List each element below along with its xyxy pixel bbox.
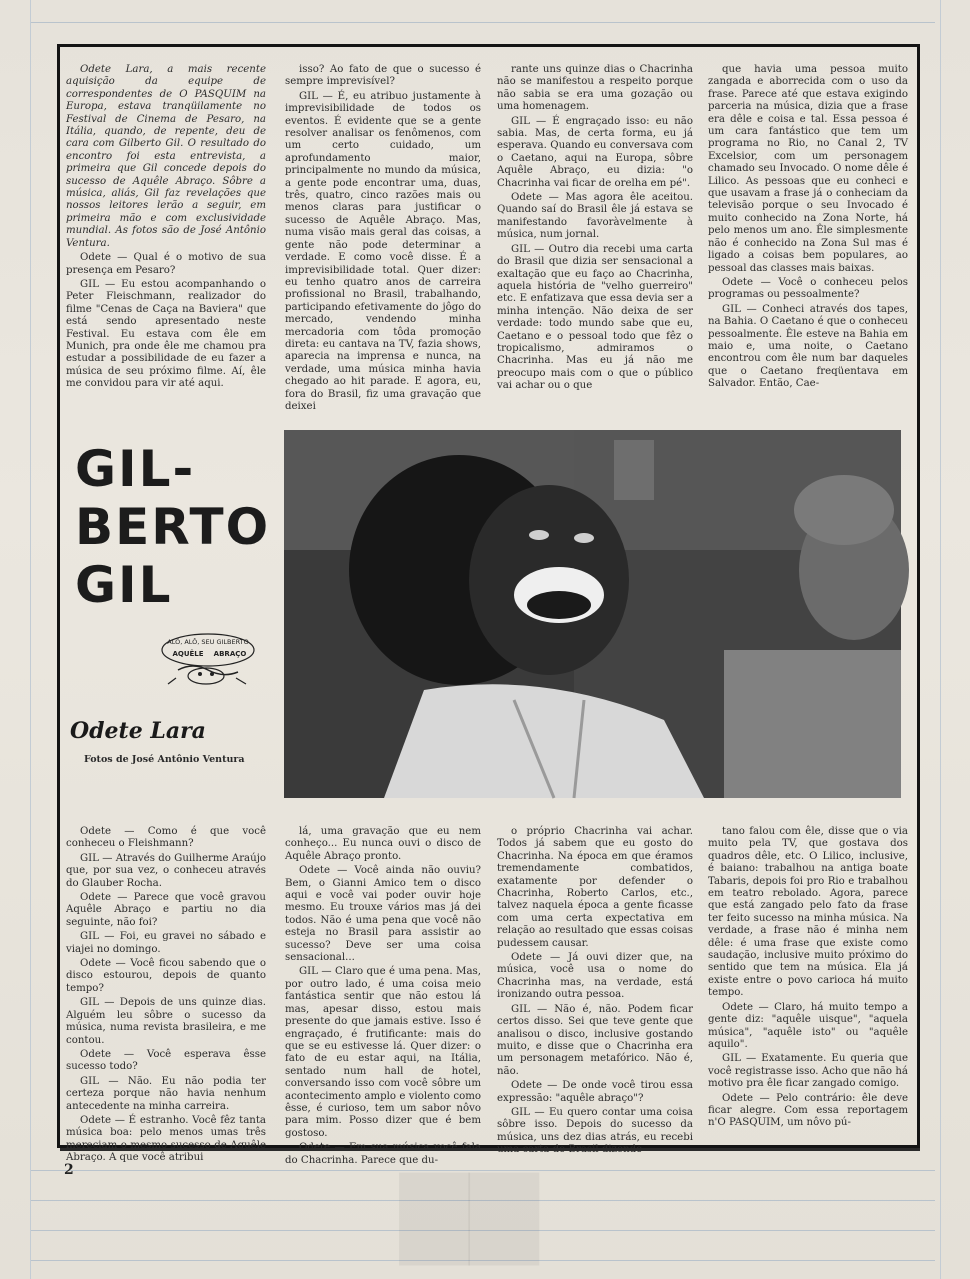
bottom-column-3 [497,826,693,1156]
article-paragraph: que havia uma pessoa muito zangada e aborrecida com o uso da frase. Parece até que estava exigindo parceria na música, dizia que a frase era dêle e coisa e tal. Essa pessoa é um cara fantástico que tem um programa no Rio, no Canal 2, TV Excelsior, com um personagem chamado seu Invocado. O nome dêle é Lilico. As pessoas que eu conheci e que usavam a frase já o conheciam da televisão porque o seu Invocado é muito conhecido na Zona Norte, há pelo menos um ano. Êle simplesmente não é conhecido na Zona Sul mas é ligado a coisas bem populares, ao pessoal das classes mais baixas. [708,64,908,274]
article-paragraph: Odete — Como é que você conheceu o Fleishmann? [66,826,266,850]
article-paragraph: GIL — Através do Guilherme Araújo que, por sua vez, o conheceu através do Glauber Rocha. [66,852,266,889]
article-paragraph: Odete — De onde você tirou essa expressão: "aquêle abraço"? [497,1080,693,1104]
article-paragraph: Odete — Você ficou sabendo que o disco estourou, depois de quanto tempo? [66,958,266,994]
article-paragraph: o próprio Chacrinha vai achar. Todos já sabem que eu gosto do Chacrinha. Na época em que éramos tremendamente combatidos, exatamente por defender o Chacrinha, Roberto Carlos, etc., talvez naquela época a gente ficasse com uma certa expectativa em relação ao resultado que essas coisas pudessem causar. [497,826,693,949]
author-byline: Odete Lara [70,718,206,744]
article-paragraph: Odete — Mas agora êle aceitou. Quando saí do Brasil êle já estava se manifestando favoràvelmente à música, num jornal. [497,192,693,241]
top-column-4 [708,64,908,389]
headline-line-3: GIL [75,556,173,614]
bottom-column-4 [708,826,908,1138]
article-paragraph: Odete — Pelo contrário: êle deve ficar alegre. Com essa reportagem n'O PASQUIM, um nôvo pú- [708,1092,908,1129]
grid-line [30,22,935,23]
article-paragraph: GIL — Outro dia recebi uma carta do Brasil que dizia ser sensacional a exaltação que eu faço ao Chacrinha, aquela história de "velho guerreiro" etc. E enfatizava que essa devia ser a minha intenção. Não deixa de ser verdade: todo mundo sabe que eu, Caetano e o pessoal todo que fêz o tropicalismo, admiramos o Chacrinha. Mas eu já não me preocupo mais com o que o público vai achar ou o que [497,243,693,392]
article-paragraph: GIL — Não. Eu não podia ter certeza porque não havia nenhum antecedente na minha carreira. [66,1075,266,1112]
photo-illustration [284,430,901,798]
article-paragraph: Odete — Parece que você gravou Aquêle Abraço e partiu no dia seguinte, não foi? [66,892,266,928]
top-column-2 [285,64,481,412]
article-paragraph: GIL — Foi, eu gravei no sábado e viajei no domingo. [66,931,266,955]
gilberto-gil-photo [284,430,901,798]
article-paragraph: Odete — Qual é o motivo de sua presença em Pesaro? [66,252,266,276]
svg-text:ABRAÇO: ABRAÇO [213,650,247,658]
article-paragraph: GIL — Não é, não. Podem ficar certos disso. Sei que teve gente que analisou o disco, inclusive gostando muito, e disse que o Chacrinha era um personagem metafórico. Não é, não. [497,1003,693,1077]
svg-text:ALÔ, ALÔ, SEU GILBERTO: ALÔ, ALÔ, SEU GILBERTO [167,638,249,646]
bottom-column-1 [66,826,266,1164]
aquele-abraco-logo [158,628,258,688]
article-paragraph: GIL — É engraçado isso: eu não sabia. Mas, de certa forma, eu já esperava. Quando eu conversava com o Caetano, aqui na Europa, sôbre Aquêle Abraço, eu dizia: "o Chacrinha vai ficar de orelha em pé". [497,115,693,189]
article-paragraph: Odete Lara, a mais recente aquisição da equipe de correspondentes de O PASQUIM na Europa, estava tranqüilamente no Festival de Cinema de Pesaro, na Itália, quando, de repente, deu de cara com Gilberto Gil. O resultado do encontro foi esta entrevista, a primeira que Gil concede depois do sucesso de Aquêle Abraço. Sôbre a música, aliás, Gil faz revelações que nossos leitores lerão a seguir, em primeira mão e com exclusividade mundial. As fotos são de José Antônio Ventura. [66,64,266,249]
article-paragraph: Odete — Claro, há muito tempo a gente diz: "aquêle uisque", "aquela música", "aquêle isto" ou "aquêle aquilo". [708,1001,908,1050]
grid-line [940,0,941,1279]
article-paragraph: tano falou com êle, disse que o via muito pela TV, que gostava dos quadros dêle, etc. O Lilico, inclusive, é baiano: trabalhou na antiga boate Tabaris, depois foi pro Rio e trabalhou em teatro rebolado. Agora, parece que está zangado pelo fato da frase ter feito sucesso na minha música. Na verdade, a frase não é minha nem dêle: é uma frase que existe como saudação, inclusive muito próximo do sentido que tem na música. Ela já existe entre o povo carioca há muito tempo. [708,826,908,999]
article-paragraph: GIL — Eu quero contar uma coisa sôbre isso. Depois do sucesso da música, uns dez dias atrás, eu recebi uma carta do Brasil dizendo [497,1106,693,1156]
show-through-text: ▇▇ [400,1160,539,1265]
article-paragraph: GIL — Eu estou acompanhando o Peter Fleischmann, realizador do filme "Cenas de Caça na Baviera" que está sendo apresentado neste Festival. Eu estava com êle em Munich, pra onde êle me chamou pra estudar a possibilidade de eu fazer a música de seu próximo filme. Aí, êle me convidou para vir até aqui. [66,278,266,390]
page-number: 2 [64,1162,74,1178]
photo-credit: Fotos de José Antônio Ventura [84,754,245,765]
grid-line [30,0,31,1279]
headline [75,440,275,614]
article-paragraph: Odete — Você esperava êsse sucesso todo? [66,1048,266,1073]
headline-line-2: BERTO [75,498,271,556]
article-paragraph: Odete — Você ainda não ouviu? Bem, o Gianni Amico tem o disco aqui e você vai poder ouvir hoje mesmo. Eu trouxe vários mas já dei todos. Não é uma pena que você não esteja no Brasil para assistir ao sucesso? Deve ser uma coisa sensacional... [285,865,481,964]
article-paragraph: Odete — É estranho. Você fêz tanta música boa: pelo menos umas três mereciam o mesmo sucesso de Aquêle Abraço. A que você atribui [66,1114,266,1164]
top-column-3 [497,64,693,392]
article-paragraph: isso? Ao fato de que o sucesso é sempre imprevisível? [285,64,481,88]
bottom-column-2 [285,826,481,1166]
article-paragraph: Odete — Em sua música você fala do Chacrinha. Parece que du- [285,1142,481,1166]
article-paragraph: GIL — Claro que é uma pena. Mas, por outro lado, é uma coisa meio fantástica sentir que não estou lá mas, apesar disso, estou mais presente do que jamais estive. Isso é engraçado, é frutificante: mais do que se eu estivesse lá. Quer dizer: o fato de eu estar aqui, na Itália, sentado num hall de hotel, conversando isso com você sôbre um acontecimento amplo e violento como êsse, é curioso, tem um sabor nôvo para mim. Posso dizer que é bem gostoso. [285,966,481,1139]
article-paragraph: GIL — Conheci através dos tapes, na Bahia. O Caetano é que o conheceu pessoalmente. Êle esteve na Bahia em maio e, uma noite, o Caetano encontrou com êle num bar daqueles que o Caetano freqüentava em Salvador. Então, Cae- [708,303,908,390]
article-paragraph: GIL — É, eu atribuo justamente à imprevisibilidade de todos os eventos. É evidente que se a gente resolver analisar os fenômenos, com um certo cuidado, um aprofundamento maior, principalmente no mundo da música, a gente pode encontrar uma, duas, três, quatro, cinco razões mais ou menos claras para justificar o sucesso de Aquêle Abraço. Mas, numa visão mais geral das coisas, a gente não pode determinar a verdade. E como você disse. É a imprevisibilidade total. Quer dizer: eu tenho quatro anos de carreira profissional no Brasil, trabalhando, participando efetivamente do jôgo do mercado, vendendo minha mercadoria com tôda promoção direta: eu cantava na TV, fazia shows, aparecia na imprensa e nunca, na verdade, uma música minha havia chegado ao hit parade. E agora, eu, fora do Brasil, fiz uma gravação que deixei [285,90,481,412]
article-paragraph: GIL — Exatamente. Eu queria que você registrasse isso. Acho que não há motivo pra êle ficar zangado comigo. [708,1053,908,1090]
svg-text:AQUÊLE: AQUÊLE [172,650,204,658]
article-paragraph: rante uns quinze dias o Chacrinha não se manifestou a respeito porque não sabia se era uma gozação ou uma homenagem. [497,64,693,113]
article-paragraph: GIL — Depois de uns quinze dias. Alguém leu sôbre o sucesso da música, numa revista brasileira, e me contou. [66,997,266,1046]
article-paragraph: Odete — Você o conheceu pelos programas ou pessoalmente? [708,276,908,301]
article-paragraph: lá, uma gravação que eu nem conheço... Eu nunca ouvi o disco de Aquêle Abraço pronto. [285,826,481,862]
article-paragraph: Odete — Já ouvi dizer que, na música, você usa o nome do Chacrinha mas, na verdade, está ironizando outra pessoa. [497,952,693,1001]
top-column-1 [66,64,266,389]
headline-line-1: GIL- [75,440,196,498]
